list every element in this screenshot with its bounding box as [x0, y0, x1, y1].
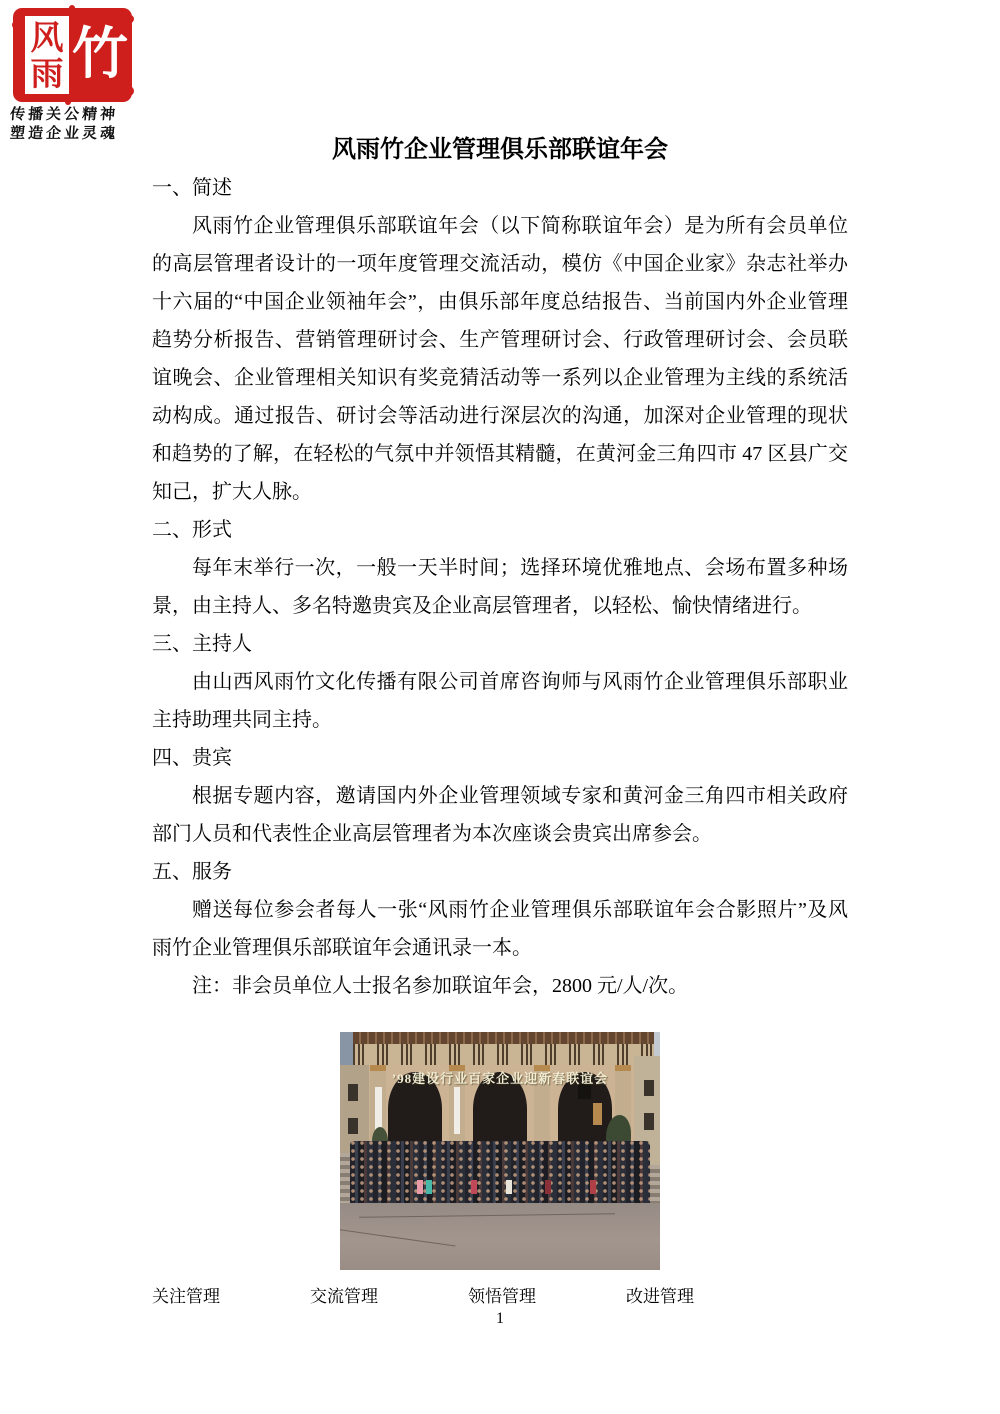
section-heading-1: 一、简述 [152, 177, 232, 199]
footer-motto-3: 领悟管理 [468, 1287, 536, 1306]
footer-motto-1: 关注管理 [152, 1287, 220, 1306]
document-title: 风雨竹企业管理俱乐部联谊年会 [332, 137, 668, 163]
photo-gold-ornament [593, 1103, 603, 1124]
footer-mottos [152, 1286, 1000, 1308]
logo-seal-icon [10, 5, 136, 105]
logo-slogan-line-1: 传播关公精神 [9, 107, 119, 123]
section-heading-2: 二、形式 [152, 519, 232, 541]
footer-motto-2: 交流管理 [310, 1287, 378, 1306]
seal-char-yu: 雨 [30, 57, 64, 93]
photo-building-frieze [353, 1044, 654, 1065]
section-5-paragraph: 赠送每位参会者每人一张“风雨竹企业管理俱乐部联谊年会合影照片”及风雨竹企业管理俱乐部联谊年会通讯录一本。 [152, 899, 848, 959]
photo-crowd-figure [545, 1180, 551, 1194]
section-5-note: 注：非会员单位人士报名参加联谊年会，2800 元/人/次。 [192, 975, 689, 997]
photo-crowd [350, 1141, 651, 1203]
document-page [152, 0, 848, 1005]
section-heading-5: 五、服务 [152, 861, 232, 883]
section-heading-4: 四、贵宾 [152, 747, 232, 769]
photo-caption-overlay: ’98建设行业百家企业迎新春联谊会 [391, 1070, 609, 1086]
seal-char-feng: 风 [30, 21, 64, 57]
photo-crowd-figure [506, 1180, 512, 1194]
company-logo [10, 5, 150, 143]
page-number: 1 [496, 1310, 504, 1327]
photo-crowd-figure [417, 1180, 423, 1194]
logo-slogan-line-2: 塑造企业灵魂 [9, 126, 119, 142]
section-heading-3: 三、主持人 [152, 633, 252, 655]
group-photo [340, 1032, 660, 1270]
section-4-paragraph: 根据专题内容，邀请国内外企业管理领域专家和黄河金三角四市相关政府部门人员和代表性企业高层管理者为本次座谈会贵宾出席参会。 [152, 785, 848, 845]
seal-char-zhu: 竹 [72, 24, 128, 86]
photo-window [348, 1118, 358, 1135]
footer-motto-4: 改进管理 [626, 1287, 694, 1306]
photo-window [644, 1113, 654, 1130]
photo-crowd-figure [590, 1180, 596, 1194]
section-2-paragraph: 每年末举行一次，一般一天半时间；选择环境优雅地点、会场布置多种场景，由主持人、多名特邀贵宾及企业高层管理者，以轻松、愉快情绪进行。 [152, 557, 848, 617]
photo-vertical-banner [454, 1087, 460, 1135]
section-3-paragraph: 由山西风雨竹文化传播有限公司首席咨询师与风雨竹企业管理俱乐部职业主持助理共同主持。 [152, 671, 848, 731]
photo-crowd-figure [426, 1180, 432, 1194]
photo-building-roof [353, 1032, 654, 1044]
photo-crowd-figure [471, 1180, 477, 1194]
section-1-paragraph: 风雨竹企业管理俱乐部联谊年会（以下简称联谊年会）是为所有会员单位的高层管理者设计的一项年度管理交流活动，模仿《中国企业家》杂志社举办十六届的“中国企业领袖年会”，由俱乐部年度总结报告、当前国内外企业管理趋势分析报告、营销管理研讨会、生产管理研讨会、行政管理研讨会、会员联谊晚会、企业管理相关知识有奖竞猜活动等一系列以企业管理为主线的系统活动构成。通过报告、研讨会等活动进行深层次的沟通，加深对企业管理的现状和趋势的了解，在轻松的气氛中并领悟其精髓，在黄河金三角四市 47 区县广交知己，扩大人脉。 [152, 215, 848, 503]
photo-window [348, 1084, 358, 1101]
